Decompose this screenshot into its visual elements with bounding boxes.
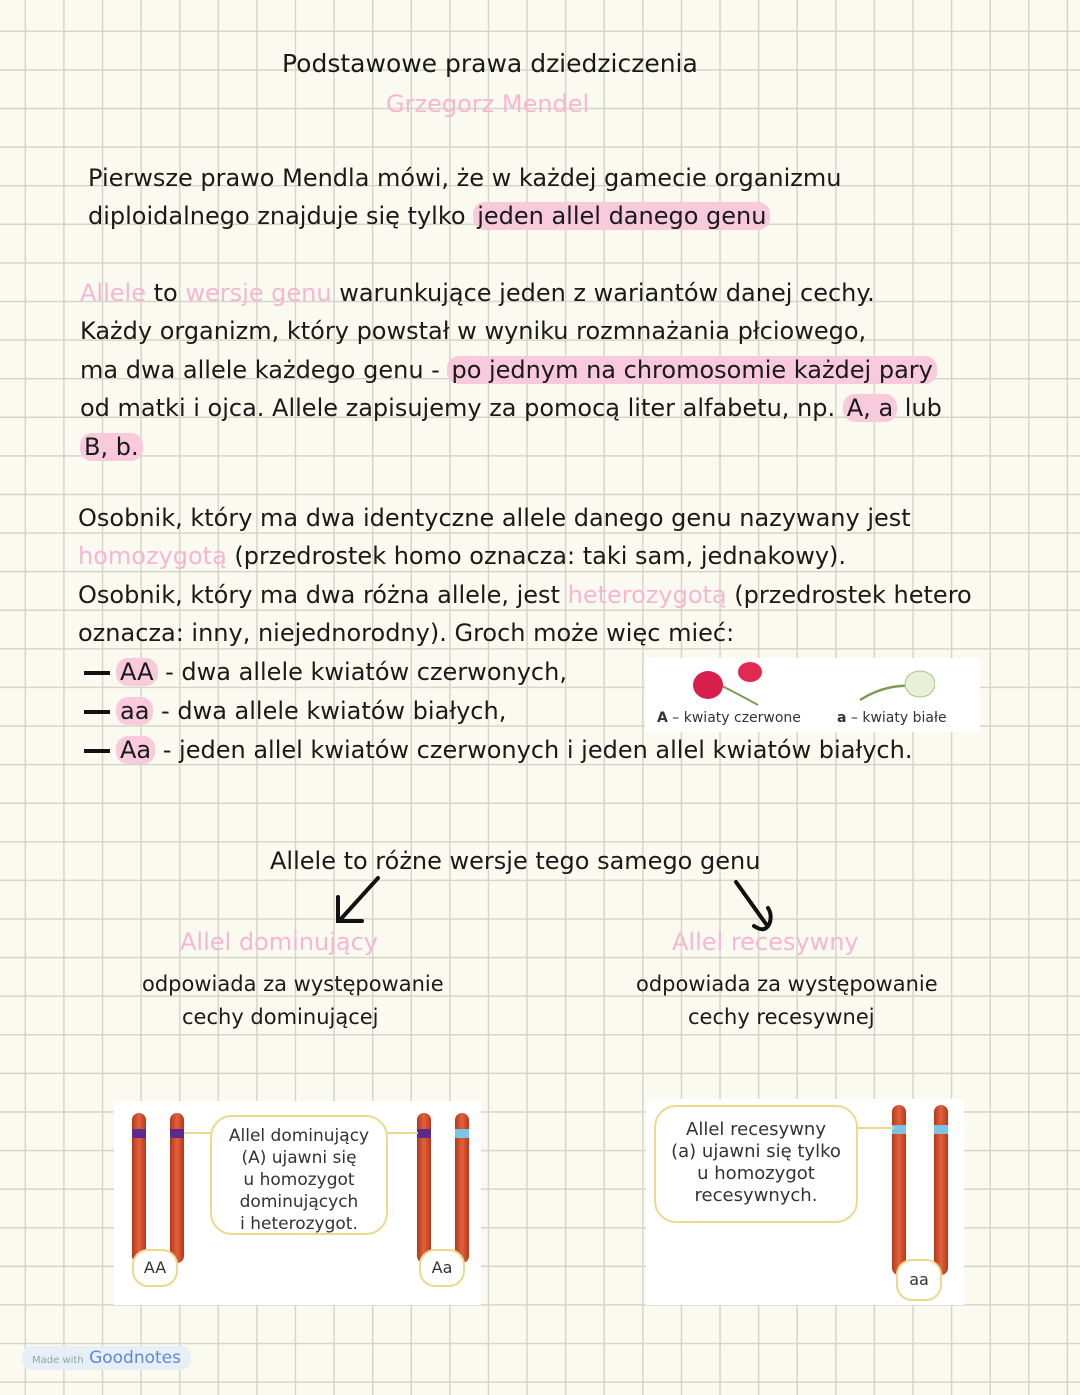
text-line bbox=[80, 354, 937, 386]
white-flower-icon bbox=[855, 664, 935, 704]
arrow-right-icon bbox=[730, 878, 780, 936]
text-line bbox=[80, 277, 875, 309]
pink-term: homozygotą bbox=[78, 542, 227, 570]
text-line bbox=[80, 431, 143, 463]
text-segment: Grzegorz Mendel bbox=[386, 90, 590, 118]
text-segment: Pierwsze prawo Mendla mówi, że w każdej gamecie organizmu bbox=[88, 164, 842, 192]
text-line bbox=[688, 1001, 875, 1033]
text-segment: Osobnik, który ma dwa różna allele, jest bbox=[78, 581, 568, 609]
dominant-bubble: Allel dominujący (A) ujawni się u homozygot dominujących i heterozygot. bbox=[210, 1115, 388, 1235]
text-segment: oznacza: inny, niejednorodny). Groch może więc mieć: bbox=[78, 619, 735, 647]
text-line bbox=[182, 1001, 379, 1033]
dominant-allele-diagram bbox=[114, 1101, 481, 1305]
text-line bbox=[386, 88, 589, 120]
text-line bbox=[84, 656, 567, 688]
text-line bbox=[78, 617, 734, 649]
red-flower-caption: A – kwiaty czerwone bbox=[657, 710, 801, 726]
text-segment: lub bbox=[897, 394, 942, 422]
text-segment: Allele to różne wersje tego samego genu bbox=[270, 847, 761, 875]
text-segment: Allel recesywny bbox=[672, 928, 859, 956]
pink-term: heterozygotą bbox=[567, 581, 727, 609]
text-segment: diploidalnego znajduje się tylko bbox=[88, 202, 474, 230]
highlighted-text: A, a bbox=[843, 394, 897, 422]
pink-term: Allele bbox=[80, 279, 146, 307]
text-line bbox=[88, 162, 841, 194]
text-line bbox=[180, 926, 378, 958]
text-segment: warunkujące jeden z wariantów danej cechy. bbox=[331, 279, 875, 307]
text-segment: Każdy organizm, który powstał w wyniku rozmnażania płciowego, bbox=[80, 317, 867, 345]
text-segment: to bbox=[145, 279, 186, 307]
highlighted-text: B, b. bbox=[80, 433, 143, 461]
text-line bbox=[78, 540, 846, 572]
highlighted-text: jeden allel danego genu bbox=[473, 202, 770, 230]
genotype-label-AA: AA bbox=[132, 1249, 178, 1287]
text-segment: - jeden allel kwiatów czerwonych i jeden allel kwiatów białych. bbox=[155, 736, 913, 764]
recessive-allele-diagram bbox=[646, 1099, 964, 1305]
genotype-label-Aa: Aa bbox=[419, 1249, 465, 1287]
text-segment: - dwa allele kwiatów czerwonych, bbox=[157, 658, 567, 686]
highlighted-text: po jednym na chromosomie każdej pary bbox=[447, 356, 936, 384]
highlighted-text: aa bbox=[116, 697, 153, 725]
white-flower-caption: a – kwiaty białe bbox=[837, 710, 947, 726]
bullet-dash-icon bbox=[84, 749, 110, 753]
text-segment: Podstawowe prawa dziedziczenia bbox=[282, 49, 698, 78]
highlighted-text: Aa bbox=[116, 736, 155, 764]
text-line bbox=[282, 48, 698, 80]
text-line bbox=[88, 200, 770, 232]
text-segment: Allel dominujący bbox=[180, 928, 378, 956]
text-line bbox=[78, 502, 911, 534]
text-segment: - dwa allele kwiatów białych, bbox=[153, 697, 507, 725]
text-line bbox=[80, 392, 942, 424]
text-line bbox=[270, 845, 760, 877]
highlighted-text: AA bbox=[116, 658, 158, 686]
text-segment: od matki i ojca. Allele zapisujemy za pomocą liter alfabetu, np. bbox=[80, 394, 843, 422]
text-line bbox=[84, 695, 506, 727]
bullet-dash-icon bbox=[84, 671, 110, 675]
recessive-bubble: Allel recesywny (a) ujawni się tylko u homozygot recesywnych. bbox=[654, 1105, 858, 1223]
text-segment: odpowiada za występowanie bbox=[142, 972, 444, 996]
goodnotes-watermark: Made with Goodnotes bbox=[22, 1346, 191, 1370]
bullet-dash-icon bbox=[84, 710, 110, 714]
text-segment: (przedrostek homo oznacza: taki sam, jednakowy). bbox=[226, 542, 847, 570]
text-segment: ma dwa allele każdego genu - bbox=[80, 356, 448, 384]
red-flower-icon bbox=[690, 660, 770, 708]
text-line bbox=[142, 968, 444, 1000]
text-line bbox=[636, 968, 938, 1000]
text-segment: cechy dominującej bbox=[182, 1005, 379, 1029]
text-line bbox=[80, 315, 866, 347]
text-segment: cechy recesywnej bbox=[688, 1005, 875, 1029]
text-segment: (przedrostek hetero bbox=[726, 581, 972, 609]
pink-term: wersje genu bbox=[185, 279, 332, 307]
text-segment: odpowiada za występowanie bbox=[636, 972, 938, 996]
text-line bbox=[78, 579, 972, 611]
text-segment: Osobnik, który ma dwa identyczne allele danego genu nazywany jest bbox=[78, 504, 911, 532]
text-line bbox=[84, 734, 912, 766]
genotype-label-aa: aa bbox=[896, 1259, 942, 1301]
flowers-image bbox=[645, 658, 980, 732]
arrow-left-icon bbox=[330, 875, 385, 930]
